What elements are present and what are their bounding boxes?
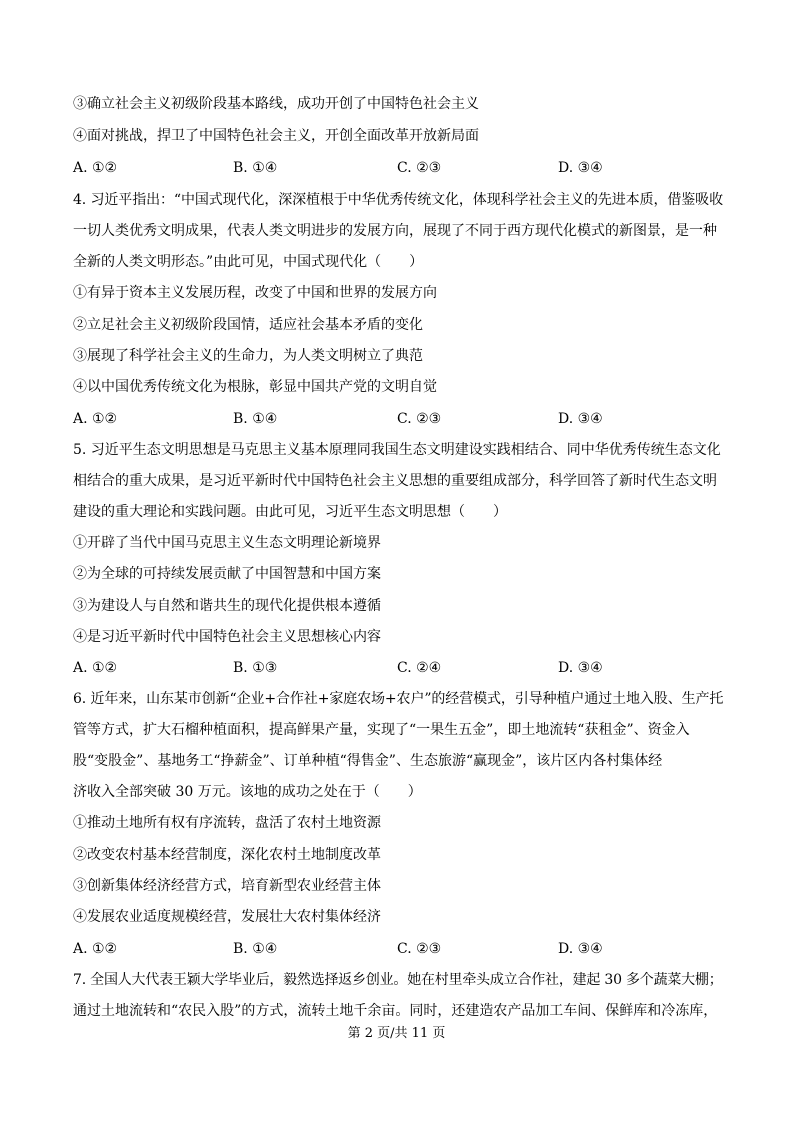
q3-options <box>73 158 723 178</box>
q5-stem-line-1: 5. 习近平生态文明思想是马克思主义基本原理同我国生态文明建设实践相结合、同中华优秀传统生态文化 <box>73 442 721 458</box>
q6-option-d: D. ③④ <box>558 941 603 957</box>
q6-stem-line-3: 股“变股金”、基地务工“挣薪金”、订单种植“得售金”、生态旅游“赢现金”，该片区内各村集体经 <box>73 753 663 769</box>
q5-option-c: C. ②④ <box>397 660 442 676</box>
q4-options <box>73 409 723 429</box>
q6-options <box>73 939 723 959</box>
q6-stem-line-4: 济收入全部突破 30 万元。该地的成功之处在于（ ） <box>73 784 422 800</box>
q4-stem-line-1: 4. 习近平指出：“中国式现代化，深深植根于中华优秀传统文化，体现科学社会主义的先进本质，借鉴吸收 <box>73 192 723 208</box>
q6-statement-4: ④发展农业适度规模经营，发展壮大农村集体经济 <box>73 909 381 925</box>
page-footer: 第 2 页/共 11 页 <box>347 1026 446 1041</box>
q6-statement-3: ③创新集体经济经营方式，培育新型农业经营主体 <box>73 878 381 894</box>
q4-statement-3: ③展现了科学社会主义的生命力，为人类文明树立了典范 <box>73 348 423 364</box>
q4-statement-4: ④以中国优秀传统文化为根脉，彰显中国共产党的文明自觉 <box>73 379 437 395</box>
q5-option-a: A. ①② <box>73 660 118 676</box>
q3-statement-4: ④面对挑战，捍卫了中国特色社会主义，开创全面改革开放新局面 <box>73 128 479 144</box>
q5-stem-line-2: 相结合的重大成果，是习近平新时代中国特色社会主义思想的重要组成部分，科学回答了新时代生态文明 <box>73 473 717 489</box>
q5-statement-2: ②为全球的可持续发展贡献了中国智慧和中国方案 <box>73 566 381 582</box>
q4-option-d: D. ③④ <box>558 411 603 427</box>
q4-option-a: A. ①② <box>73 411 118 427</box>
q7-stem-line-1: 7. 全国人大代表王颖大学毕业后，毅然选择返乡创业。她在村里牵头成立合作社，建起 30 多个蔬菜大棚； <box>73 972 723 988</box>
q5-options <box>73 658 723 678</box>
q6-option-c: C. ②③ <box>397 941 442 957</box>
q5-statement-1: ①开辟了当代中国马克思主义生态文明理论新境界 <box>73 535 381 551</box>
q3-statement-3: ③确立社会主义初级阶段基本路线，成功开创了中国特色社会主义 <box>73 96 479 112</box>
q3-option-b: B. ①④ <box>233 160 278 176</box>
q4-option-b: B. ①④ <box>233 411 278 427</box>
q6-option-b: B. ①④ <box>233 941 278 957</box>
q3-option-a: A. ①② <box>73 160 118 176</box>
q6-option-a: A. ①② <box>73 941 118 957</box>
q4-stem-line-2: 一切人类优秀文明成果，代表人类文明进步的发展方向，展现了不同于西方现代化模式的新图景，是一种 <box>73 223 717 239</box>
q4-statement-1: ①有异于资本主义发展历程，改变了中国和世界的发展方向 <box>73 285 437 301</box>
q4-statement-2: ②立足社会主义初级阶段国情，适应社会基本矛盾的变化 <box>73 317 423 333</box>
q7-stem-line-2: 通过土地流转和“农民入股”的方式，流转土地千余亩。同时，还建造农产品加工车间、保鲜库和冷冻库， <box>73 1003 718 1019</box>
q5-option-b: B. ①③ <box>233 660 278 676</box>
q5-option-d: D. ③④ <box>558 660 603 676</box>
q5-stem-line-3: 建设的重大理论和实践问题。由此可见，习近平生态文明思想（ ） <box>73 504 507 520</box>
q5-statement-3: ③为建设人与自然和谐共生的现代化提供根本遵循 <box>73 598 381 614</box>
q3-option-d: D. ③④ <box>558 160 603 176</box>
q6-stem-line-2: 管等方式，扩大石榴种植面积，提高鲜果产量，实现了“一果生五金”，即土地流转“获租金”、资金入 <box>73 722 690 738</box>
q6-statement-2: ②改变农村基本经营制度，深化农村土地制度改革 <box>73 847 381 863</box>
q3-option-c: C. ②③ <box>397 160 442 176</box>
q5-statement-4: ④是习近平新时代中国特色社会主义思想核心内容 <box>73 629 381 645</box>
q4-option-c: C. ②③ <box>397 411 442 427</box>
q6-statement-1: ①推动土地所有权有序流转，盘活了农村土地资源 <box>73 815 381 831</box>
q6-stem-line-1: 6. 近年来，山东某市创新“企业+合作社+家庭农场+农户”的经营模式，引导种植户通过土地入股、生产托 <box>73 691 724 707</box>
q4-stem-line-3: 全新的人类文明形态。”由此可见，中国式现代化（ ） <box>73 254 424 270</box>
